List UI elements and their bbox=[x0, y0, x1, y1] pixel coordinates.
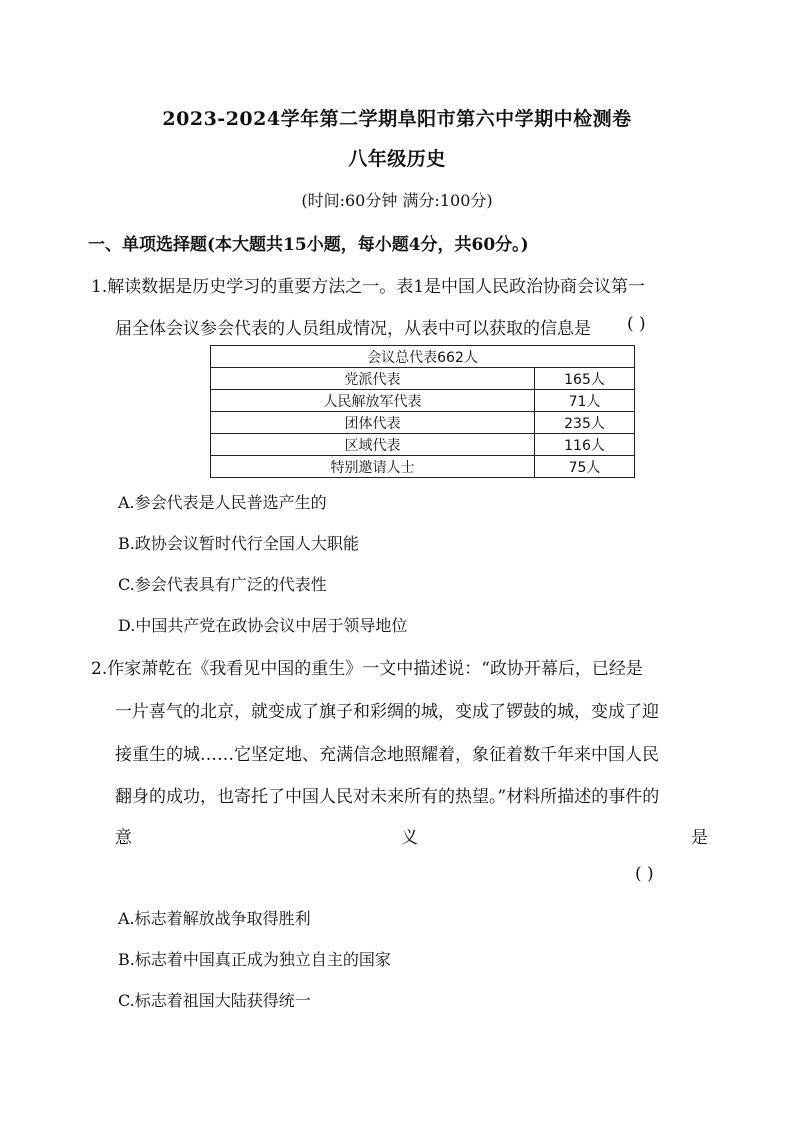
table-cell-value: 235人 bbox=[535, 412, 635, 434]
q2-text-line-2: 一片喜气的北京，就变成了旗子和彩绸的城，变成了锣鼓的城，变成了迎 bbox=[115, 702, 659, 722]
exam-title: 2023-2024学年第二学期阜阳市第六中学期中检测卷 bbox=[162, 108, 632, 130]
q1-option-a: A.参会代表是人民普选产生的 bbox=[118, 493, 327, 512]
q2-text-line-3: 接重生的城……它坚定地、充满信念地照耀着，象征着数千年来中国人民 bbox=[115, 745, 659, 765]
table-row bbox=[211, 434, 635, 456]
exam-info: (时间:60分钟 满分:100分) bbox=[301, 191, 493, 210]
q2-text-line-4: 翻身的成功，也寄托了中国人民对未来所有的热望。”材料所描述的事件的 bbox=[115, 787, 660, 807]
q1-option-c: C.参会代表具有广泛的代表性 bbox=[118, 575, 327, 594]
table-header-cell: 会议总代表662人 bbox=[211, 346, 635, 368]
table-cell-label: 党派代表 bbox=[211, 368, 535, 390]
q1-answer-blank: ( ) bbox=[627, 314, 646, 334]
q2-text-line-5-word-1: 意 bbox=[115, 828, 132, 848]
table-header-row bbox=[211, 346, 635, 368]
table-cell-label: 团体代表 bbox=[211, 412, 535, 434]
q1-option-b: B.政协会议暂时代行全国人大职能 bbox=[118, 534, 359, 553]
subject-title: 八年级历史 bbox=[348, 148, 446, 170]
table-row bbox=[211, 368, 635, 390]
table-cell-value: 71人 bbox=[535, 390, 635, 412]
q2-text-line-1: 2.作家萧乾在《我看见中国的重生》一文中描述说：“政协开幕后，已经是 bbox=[91, 659, 643, 679]
delegates-table bbox=[210, 345, 635, 478]
q2-option-a: A.标志着解放战争取得胜利 bbox=[118, 909, 311, 928]
q1-option-d: D.中国共产党在政协会议中居于领导地位 bbox=[118, 616, 408, 635]
q2-text-line-5-word-3: 是 bbox=[691, 828, 708, 848]
q1-text-line-1: 1.解读数据是历史学习的重要方法之一。表1是中国人民政治协商会议第一 bbox=[91, 277, 646, 297]
q2-option-c: C.标志着祖国大陆获得统一 bbox=[118, 991, 311, 1010]
table-cell-label: 人民解放军代表 bbox=[211, 390, 535, 412]
q2-text-line-5-word-2: 义 bbox=[401, 828, 418, 848]
table-row bbox=[211, 412, 635, 434]
q2-option-b: B.标志着中国真正成为独立自主的国家 bbox=[118, 950, 391, 969]
table-cell-label: 特别邀请人士 bbox=[211, 456, 535, 478]
q2-answer-blank: ( ) bbox=[635, 864, 654, 884]
q1-text-line-2: 届全体会议参会代表的人员组成情况，从表中可以获取的信息是 bbox=[115, 319, 591, 339]
table-cell-label: 区域代表 bbox=[211, 434, 535, 456]
table-cell-value: 75人 bbox=[535, 456, 635, 478]
section-heading: 一、单项选择题(本大题共15小题，每小题4分，共60分。) bbox=[88, 235, 529, 255]
table-cell-value: 165人 bbox=[535, 368, 635, 390]
table-row bbox=[211, 390, 635, 412]
table-cell-value: 116人 bbox=[535, 434, 635, 456]
table-row bbox=[211, 456, 635, 478]
